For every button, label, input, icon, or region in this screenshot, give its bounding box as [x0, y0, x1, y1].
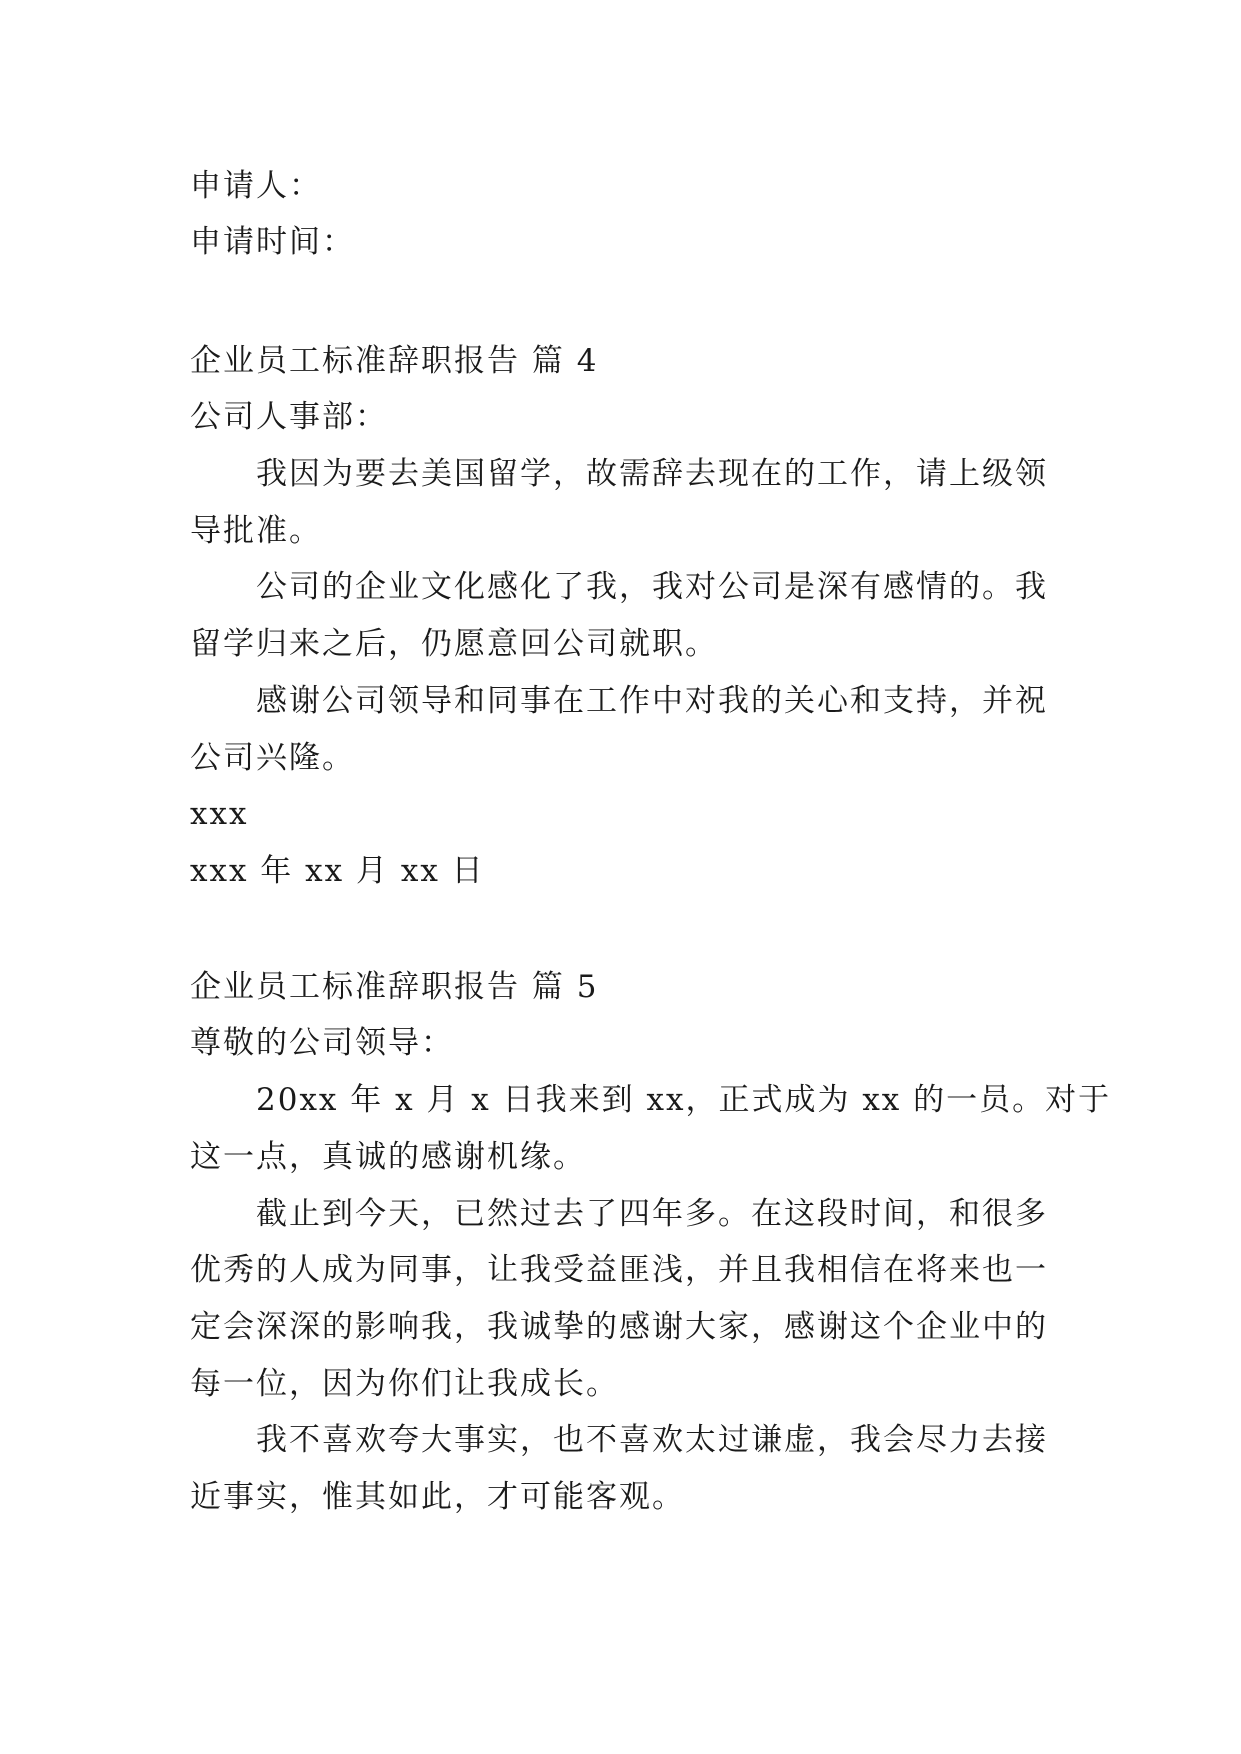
section-4-paragraph-2-line-2: 留学归来之后，仍愿意回公司就职。 — [190, 626, 718, 662]
section-4-title: 企业员工标准辞职报告 篇 4 — [190, 343, 599, 379]
section-5-paragraph-1-line-2: 这一点，真诚的感谢机缘。 — [190, 1139, 586, 1175]
section-5-paragraph-2-line-3: 定会深深的影响我，我诚挚的感谢大家，感谢这个企业中的 — [190, 1309, 1048, 1345]
section-4-paragraph-1-line-2: 导批准。 — [190, 513, 322, 549]
section-4-signature: xxx — [190, 796, 249, 832]
section-5-paragraph-3-line-2: 近事实，惟其如此，才可能客观。 — [190, 1479, 685, 1515]
section-4-paragraph-3-line-2: 公司兴隆。 — [190, 740, 355, 776]
section-5-title: 企业员工标准辞职报告 篇 5 — [190, 969, 599, 1005]
section-4-date: xxx 年 xx 月 xx 日 — [190, 853, 485, 889]
section-5-paragraph-1-line-1: 20xx 年 x 月 x 日我来到 xx，正式成为 xx 的一员。对于 — [256, 1082, 1112, 1118]
section-4-paragraph-1-line-1: 我因为要去美国留学，故需辞去现在的工作，请上级领 — [256, 456, 1048, 492]
section-5-paragraph-2-line-1: 截止到今天，已然过去了四年多。在这段时间，和很多 — [256, 1196, 1048, 1232]
section-4-salutation: 公司人事部： — [190, 399, 388, 435]
section-5-paragraph-3-line-1: 我不喜欢夸大事实，也不喜欢太过谦虚，我会尽力去接 — [256, 1422, 1048, 1458]
application-date-label: 申请时间： — [190, 224, 355, 260]
section-5-paragraph-2-line-2: 优秀的人成为同事，让我受益匪浅，并且我相信在将来也一 — [190, 1252, 1048, 1288]
section-5-salutation: 尊敬的公司领导： — [190, 1025, 454, 1061]
section-5-paragraph-2-line-4: 每一位，因为你们让我成长。 — [190, 1366, 619, 1402]
applicant-label: 申请人： — [190, 168, 322, 204]
section-4-paragraph-2-line-1: 公司的企业文化感化了我，我对公司是深有感情的。我 — [256, 569, 1048, 605]
section-4-paragraph-3-line-1: 感谢公司领导和同事在工作中对我的关心和支持，并祝 — [256, 683, 1048, 719]
